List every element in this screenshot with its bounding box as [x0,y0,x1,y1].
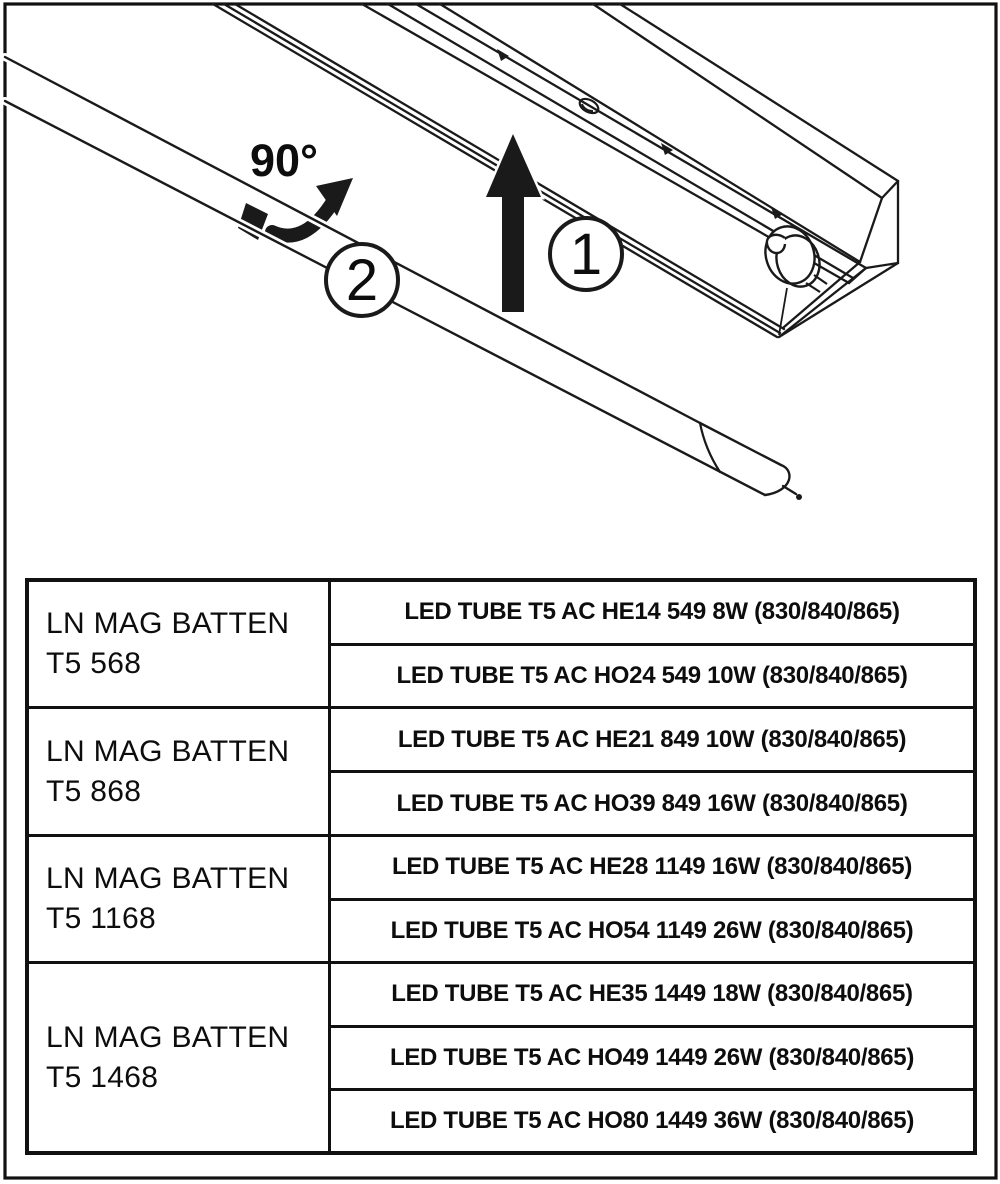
up-arrow-icon [486,134,541,312]
fixture-name-line2: T5 868 [46,774,142,808]
step-1-badge [550,218,622,290]
step-1-number: 1 [569,222,603,287]
fixture-name-line2: T5 1168 [46,902,156,936]
table-group [29,834,973,961]
tube-cell: LED TUBE T5 AC HO49 1449 26W (830/840/865) [331,1025,973,1088]
step-2-badge [326,244,398,316]
tube-cell: LED TUBE T5 AC HO80 1449 36W (830/840/865) [331,1088,973,1151]
fixture-cell [29,837,331,961]
tube-cell: LED TUBE T5 AC HE14 549 8W (830/840/865) [404,598,900,626]
tube-cell: LED TUBE T5 AC HE35 1449 18W (830/840/865) [391,980,913,1008]
fixture-cell [29,964,331,1151]
lamp-holder-drawing [758,220,827,335]
led-tube-drawing [5,57,802,500]
table-group [29,961,973,1151]
tube-cell: LED TUBE T5 AC HO39 849 16W (830/840/865) [331,770,973,834]
fixture-cell [29,709,331,833]
compatibility-table [25,578,977,1155]
mounting-hole [577,96,600,116]
tube-cell: LED TUBE T5 AC HE28 1149 16W (830/840/865) [391,853,913,881]
rotation-angle-label: 90° [250,135,319,186]
table-group [29,706,973,833]
tube-cell: LED TUBE T5 AC HO54 1149 26W (830/840/865) [331,898,973,962]
fixture-name-line1: LN MAG BATTEN [46,734,290,768]
fixture-name-line1: LN MAG BATTEN [46,1020,290,1054]
fixture-name-line1: LN MAG BATTEN [46,862,290,896]
fixture-name-line1: LN MAG BATTEN [46,607,290,641]
table-group [29,582,973,706]
tube-cell: LED TUBE T5 AC HE21 849 10W (830/840/865) [397,725,907,753]
tube-cell: LED TUBE T5 AC HO24 549 10W (830/840/865) [331,643,973,707]
fixture-name-line2: T5 1468 [46,1060,159,1094]
fixture-name-line2: T5 568 [46,647,142,681]
step-2-number: 2 [345,248,379,313]
fixture-cell [29,582,331,706]
